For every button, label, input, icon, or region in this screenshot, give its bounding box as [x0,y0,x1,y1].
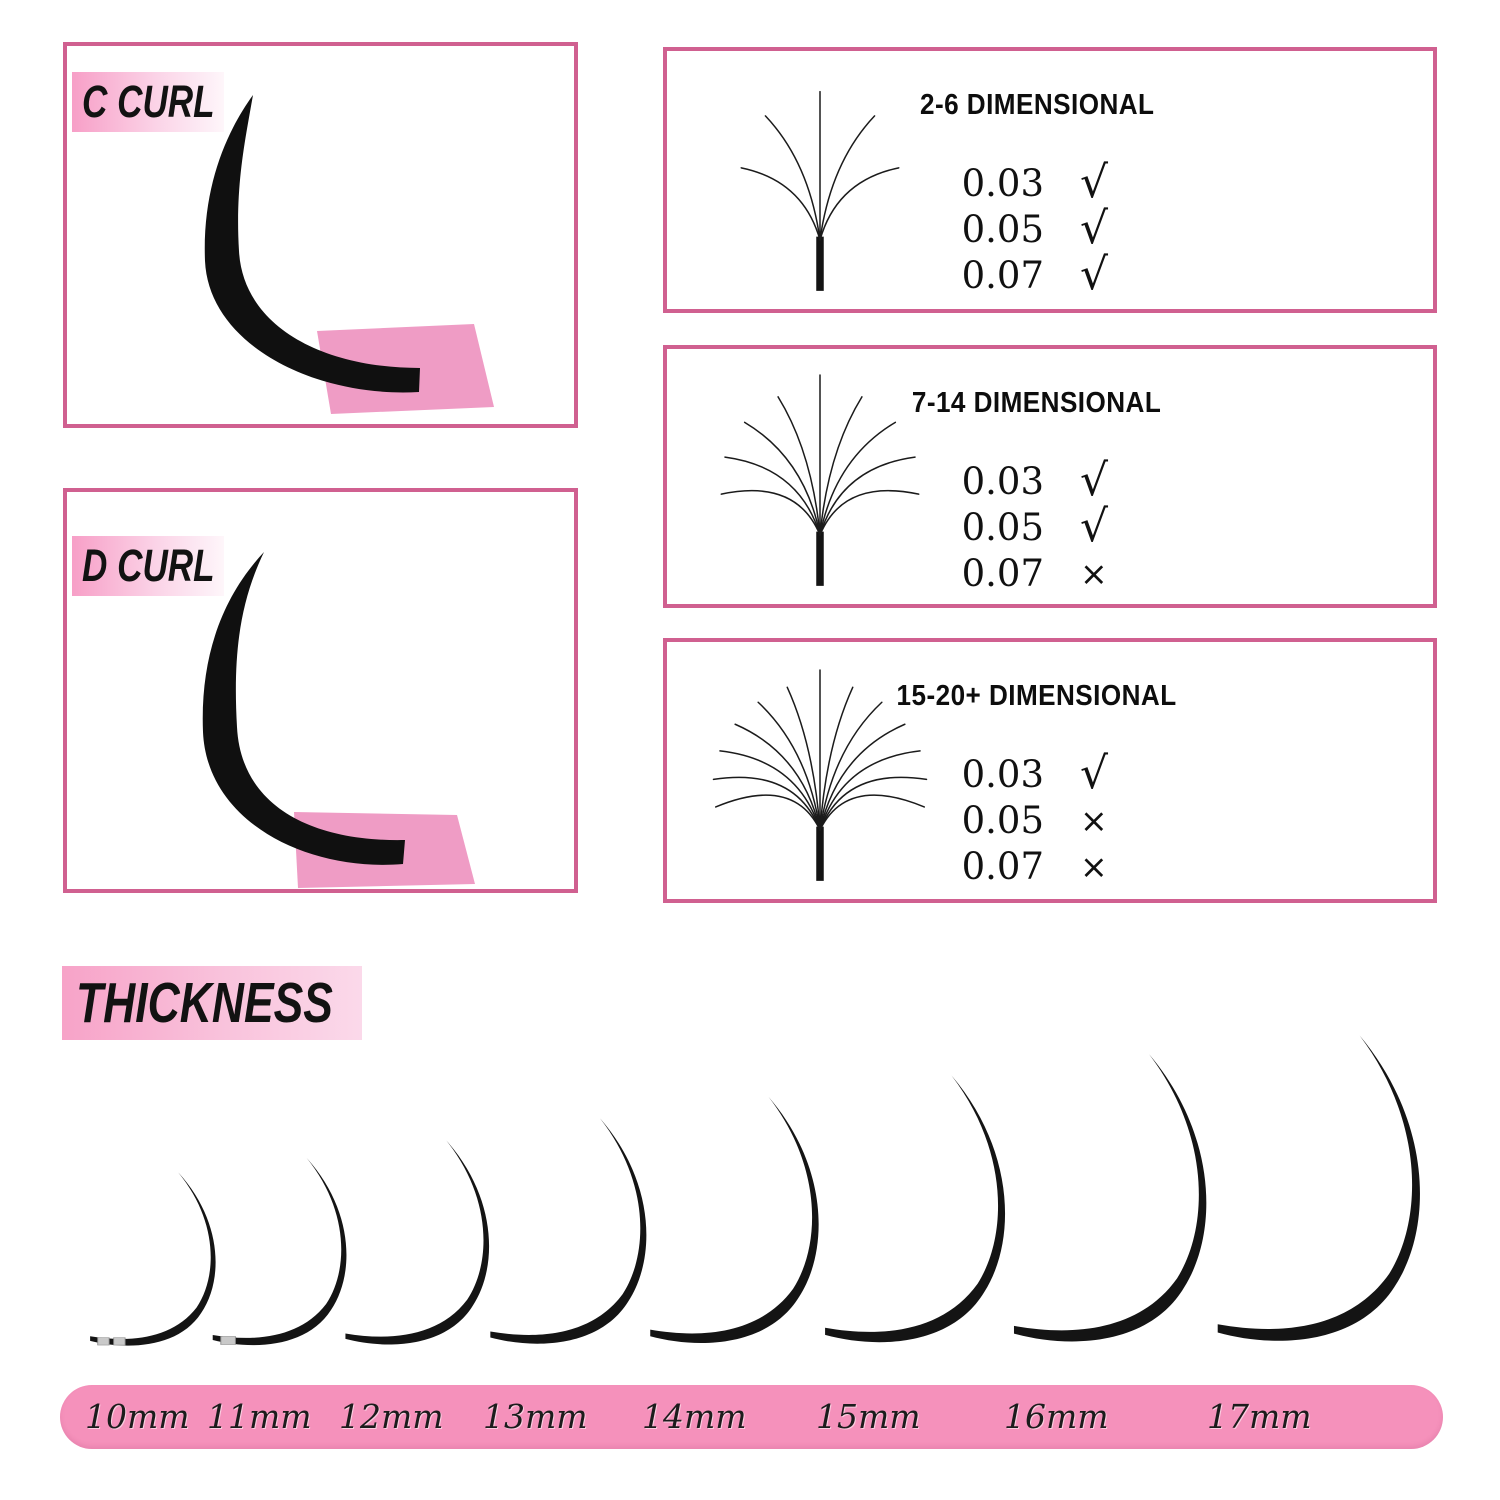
dimension-card-2-6 [663,47,1437,313]
size-label-12mm: 12mm [339,1397,444,1436]
compatibility-mark: × [1080,553,1108,593]
thickness-label: THICKNESS [76,971,333,1035]
compatibility-mark: √ [1080,249,1109,301]
size-label-cell [81,1385,203,1449]
adhesive-bead [114,1338,125,1345]
size-label-13mm: 13mm [483,1397,588,1436]
dimension-title: 2-6 DIMENSIONAL [919,89,1155,121]
thickness-compatibility-rows [940,748,1134,889]
size-label-cell [203,1385,335,1449]
thickness-value: 0.05 [961,798,1044,842]
thickness-compatibility-rows [940,455,1134,596]
size-label-10mm: 10mm [85,1397,190,1436]
compatibility-row [940,550,1134,596]
thickness-value: 0.07 [961,844,1044,888]
dimension-card-7-14 [663,345,1437,608]
c-curl-lash-image [67,46,574,424]
d-curl-label: D CURL [82,540,215,591]
compatibility-row [940,501,1134,553]
thickness-value: 0.03 [961,752,1044,796]
thickness-lash-11mm [203,1022,335,1352]
thickness-lash-15mm [812,1022,1000,1352]
compatibility-mark: √ [1080,157,1109,209]
compatibility-mark: √ [1080,748,1109,800]
lash-curve-image [1203,1026,1448,1352]
c-curl-card [63,42,578,428]
compatibility-mark: √ [1080,203,1109,255]
compatibility-mark: √ [1080,501,1109,553]
dimension-card-15-20-text [817,642,1257,899]
compatibility-row [940,203,1134,255]
thickness-compatibility-rows [940,157,1134,301]
thickness-value: 0.05 [961,505,1044,549]
size-label-15mm: 15mm [816,1397,921,1436]
compatibility-mark: × [1080,800,1108,840]
c-curl-label: C CURL [82,76,215,127]
dimension-title: 15-20+ DIMENSIONAL [896,680,1178,712]
dimension-card-2-6-text [817,51,1257,309]
thickness-lash-14mm [638,1022,812,1352]
size-label-cell [1203,1385,1418,1449]
dimension-card-7-14-text [817,349,1257,604]
size-labels [81,1385,1418,1449]
compatibility-row [940,249,1134,301]
thickness-lash-12mm [335,1022,479,1352]
compatibility-row [940,748,1134,800]
dimension-card-15-20 [663,638,1437,903]
size-label-cell [1000,1385,1203,1449]
d-curl-lash-image [67,492,574,889]
size-label-cell [479,1385,638,1449]
thickness-value: 0.07 [961,253,1044,297]
adhesive-bead [98,1338,109,1345]
size-label-14mm: 14mm [642,1397,747,1436]
compatibility-row [940,157,1134,209]
thickness-lash-10mm [81,1022,203,1352]
d-curl-card [63,488,578,893]
thickness-lash-17mm [1203,1022,1418,1352]
size-label-cell [812,1385,1000,1449]
thickness-value: 0.03 [961,161,1044,205]
thickness-lash-row [81,1022,1418,1352]
size-label-cell [335,1385,479,1449]
dimension-title: 7-14 DIMENSIONAL [912,387,1162,419]
thickness-value: 0.07 [961,551,1044,595]
size-label-11mm: 11mm [207,1397,312,1436]
size-label-16mm: 16mm [1004,1397,1109,1436]
thickness-lash-16mm [1000,1022,1203,1352]
thickness-value: 0.03 [961,459,1044,503]
compatibility-row [940,455,1134,507]
adhesive-bead [221,1337,236,1345]
compatibility-mark: √ [1080,455,1109,507]
compatibility-mark: × [1080,846,1108,886]
size-label-bar [60,1385,1443,1449]
compatibility-row [940,797,1134,843]
compatibility-row [940,843,1134,889]
thickness-lash-13mm [479,1022,638,1352]
lash-curve-image [1000,1045,1233,1352]
size-label-cell [638,1385,812,1449]
thickness-value: 0.05 [961,207,1044,251]
size-label-17mm: 17mm [1207,1397,1312,1436]
lash-curve-image [812,1067,1030,1352]
